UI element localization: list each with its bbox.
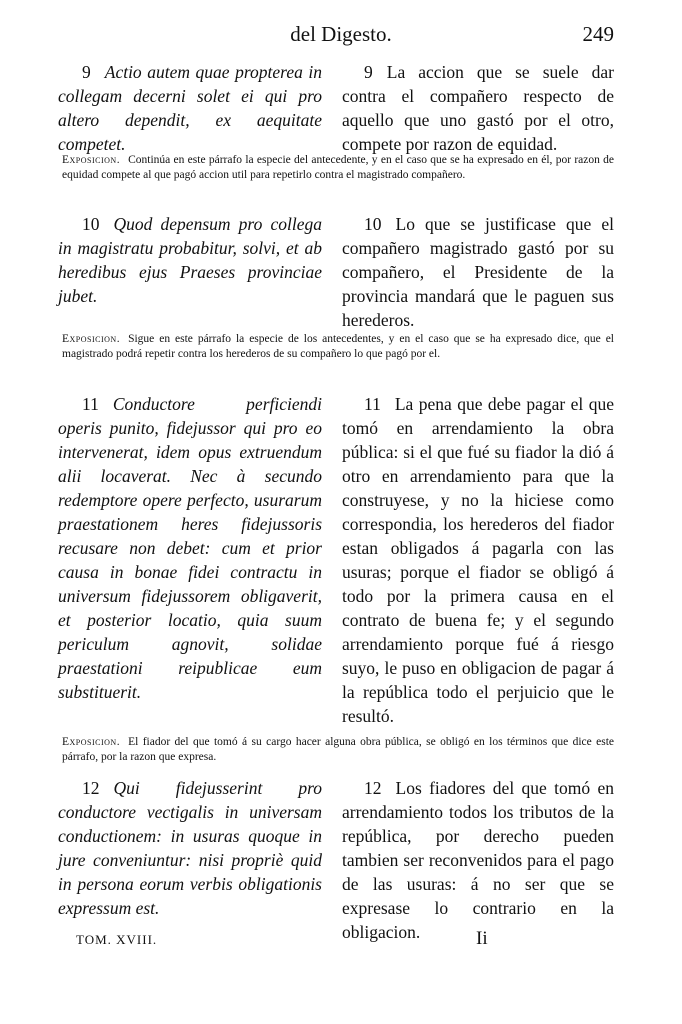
exposicion-text: Sigue en este párrafo la especie de los antecedentes, y en el caso que se ha expresado dice, que el magistrado podrá repetir contra los herederos de su compañero lo que pagó por el. — [62, 333, 614, 360]
signature-mark: Ii — [476, 928, 488, 949]
section-9 — [58, 60, 614, 156]
section-10 — [58, 212, 614, 332]
section-12 — [58, 776, 614, 944]
latin-paragraph: Conductore perficiendi operis punito, fidejussor qui pro eo intervenerat, idem opus extruendum alii locaverat. Nec à secundo redemptore opere perfecto, usurarum praestationem heres fidejussoris recusare non debet: cum et prior causa in bonae fidei contractu in universum fidejussorem obligaverit, et posterior locatio, quia suum periculum agnovit, solidae praestationi reipublicae eum substituerit. — [58, 394, 322, 702]
spanish-text — [342, 212, 614, 332]
spanish-paragraph: Lo que se justificase que el compañero magistrado gastó por su compañero, el Presidente de la provincia mandará que le paguen sus herederos. — [342, 214, 614, 330]
exposicion-label: Exposicion. — [62, 333, 121, 345]
section-number: 12 — [82, 778, 100, 798]
spanish-paragraph: La accion que se suele dar contra el compañero respecto de aquello que uno gastó por el otro, compete por razon de equidad. — [342, 62, 614, 154]
exposicion-11 — [62, 735, 614, 765]
exposicion-label: Exposicion. — [62, 736, 121, 748]
section-number: 11 — [82, 394, 99, 414]
section-number: 9 — [82, 62, 91, 82]
section-number: 12 — [364, 778, 382, 798]
section-number: 11 — [364, 394, 381, 414]
page-number: 249 — [582, 22, 614, 46]
spanish-paragraph: Los fiadores del que tomó en arrendamiento todos los tributos de la república, por derecho pueden tambien ser reconvenidos para el pago de las usuras: á no ser que se expresase lo contrario en la obligacion. — [342, 778, 614, 942]
spanish-text — [342, 392, 614, 728]
exposicion-10 — [62, 332, 614, 362]
section-11 — [58, 392, 614, 728]
section-number: 10 — [364, 214, 382, 234]
exposicion-label: Exposicion. — [62, 154, 121, 166]
latin-text — [58, 776, 322, 944]
spanish-paragraph: La pena que debe pagar el que tomó en arrendamiento la obra pública: si el que fué su fiador la dió á otro en arrendamiento para que la construyese, y no la hiciese como correspondia, los herederos del fiador estan obligados á pagarla con las usuras; porque el fiador se obligó á todo por la primera causa en el contrato de buena fe; y el segundo arrendamiento porque fué á riesgo suyo, le puso en obligacion de pagar á la república todo el perjuicio que le resultó. — [342, 394, 614, 726]
volume-mark: TOM. XVIII. — [76, 932, 158, 947]
exposicion-9 — [62, 153, 614, 183]
running-title: del Digesto. — [290, 22, 392, 46]
page-header — [0, 22, 682, 52]
section-number: 10 — [82, 214, 100, 234]
latin-text — [58, 392, 322, 728]
exposicion-text: Continúa en este párrafo la especie del antecedente, y en el caso que se ha expresado en él, por razon de equidad compete al que pagó accion util para repetirlo contra el magistrado compañero. — [62, 154, 614, 181]
exposicion-text: El fiador del que tomó á su cargo hacer alguna obra pública, se obligó en los términos que dice este párrafo, por la razon que expresa. — [62, 736, 614, 763]
page-footer — [58, 928, 614, 956]
latin-text — [58, 60, 322, 156]
latin-paragraph: Quod depensum pro collega in magistratu probabitur, solvi, et ab heredibus ejus Praeses provinciae jubet. — [58, 214, 322, 306]
section-number: 9 — [364, 62, 373, 82]
latin-paragraph: Qui fidejusserint pro conductore vectigalis in universam conductionem: in usuras quoque in jure conveniuntur: nisi propriè quid in persona eorum verbis obligationis expressum est. — [58, 778, 322, 918]
spanish-text — [342, 60, 614, 156]
latin-paragraph: Actio autem quae propterea in collegam decerni solet ei qui pro altero dependit, ex aequitate competet. — [58, 62, 322, 154]
latin-text — [58, 212, 322, 332]
spanish-text — [342, 776, 614, 944]
